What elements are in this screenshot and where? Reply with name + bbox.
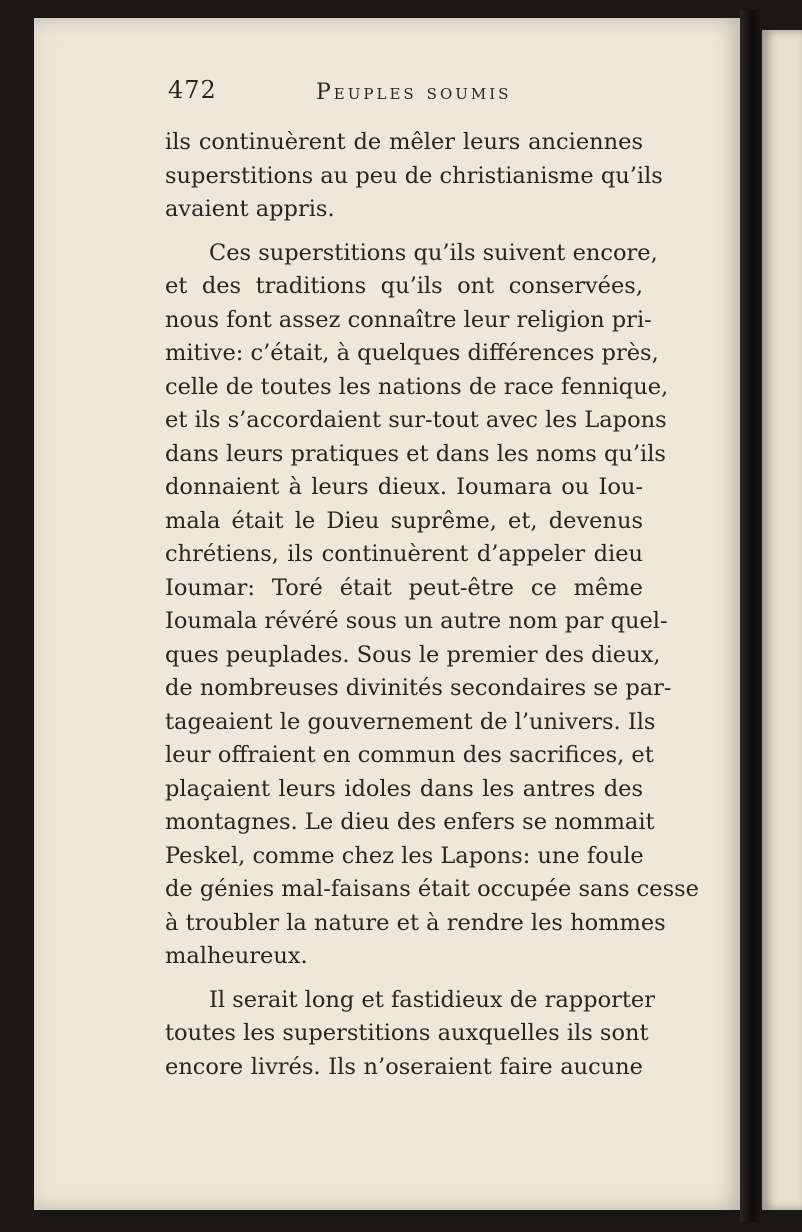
- text-line: leur offraient en commun des sacrifices, et: [165, 742, 654, 768]
- paragraph: [165, 237, 699, 974]
- body-text: [165, 126, 699, 1084]
- text-line: montagnes. Le dieu des enfers se nommait: [165, 809, 655, 835]
- text-line: Ces superstitions qu’ils suivent encore,: [209, 239, 658, 266]
- text-line: plaçaient leurs idoles dans les antres des: [165, 775, 643, 802]
- text-line: de nombreuses divinités secondaires se par-: [165, 675, 672, 701]
- text-line: nous font assez connaître leur religion pri-: [165, 306, 652, 333]
- text-line: Peskel, comme chez les Lapons: une foule: [165, 842, 644, 869]
- text-line: ils continuèrent de mêler leurs anciennes: [165, 129, 643, 155]
- running-title: Peuples soumis: [316, 80, 512, 105]
- text-line: Ioumar: Toré était peut-être ce même: [165, 574, 643, 601]
- text-line: celle de toutes les nations de race fennique,: [165, 373, 669, 400]
- text-line: superstitions au peu de christianisme qu’ils: [165, 162, 663, 189]
- text-line: de génies mal-faisans était occupée sans cesse: [165, 876, 699, 902]
- text-line: malheureux.: [165, 943, 308, 969]
- text-line: avaient appris.: [165, 196, 335, 222]
- text-line: à troubler la nature et à rendre les hommes: [165, 909, 666, 936]
- book-gutter: [740, 10, 762, 1222]
- text-line: et ils s’accordaient sur-tout avec les Lapons: [165, 407, 667, 433]
- text-line: encore livrés. Ils n’oseraient faire aucune: [165, 1053, 643, 1080]
- text-line: Ioumala révéré sous un autre nom par quel-: [165, 608, 668, 634]
- text-line: Il serait long et fastidieux de rapporter: [209, 986, 655, 1013]
- book-page-right-edge: [762, 30, 802, 1210]
- text-line: dans leurs pratiques et dans les noms qu’ils: [165, 440, 666, 467]
- text-line: toutes les superstitions auxquelles ils sont: [165, 1020, 649, 1046]
- page-number: 472: [168, 76, 217, 104]
- text-line: mala était le Dieu suprême, et, devenus: [165, 507, 643, 534]
- running-head: [168, 76, 548, 112]
- text-line: et des traditions qu’ils ont conservées,: [165, 273, 643, 299]
- text-line: mitive: c’était, à quelques différences près,: [165, 340, 659, 366]
- text-line: chrétiens, ils continuèrent d’appeler dieu: [165, 541, 643, 567]
- text-line: donnaient à leurs dieux. Ioumara ou Iou-: [165, 474, 643, 500]
- paragraph: [165, 126, 663, 227]
- text-line: ques peuplades. Sous le premier des dieux,: [165, 641, 661, 668]
- paragraph: [165, 984, 655, 1085]
- text-line: tageaient le gouvernement de l’univers. Ils: [165, 708, 656, 735]
